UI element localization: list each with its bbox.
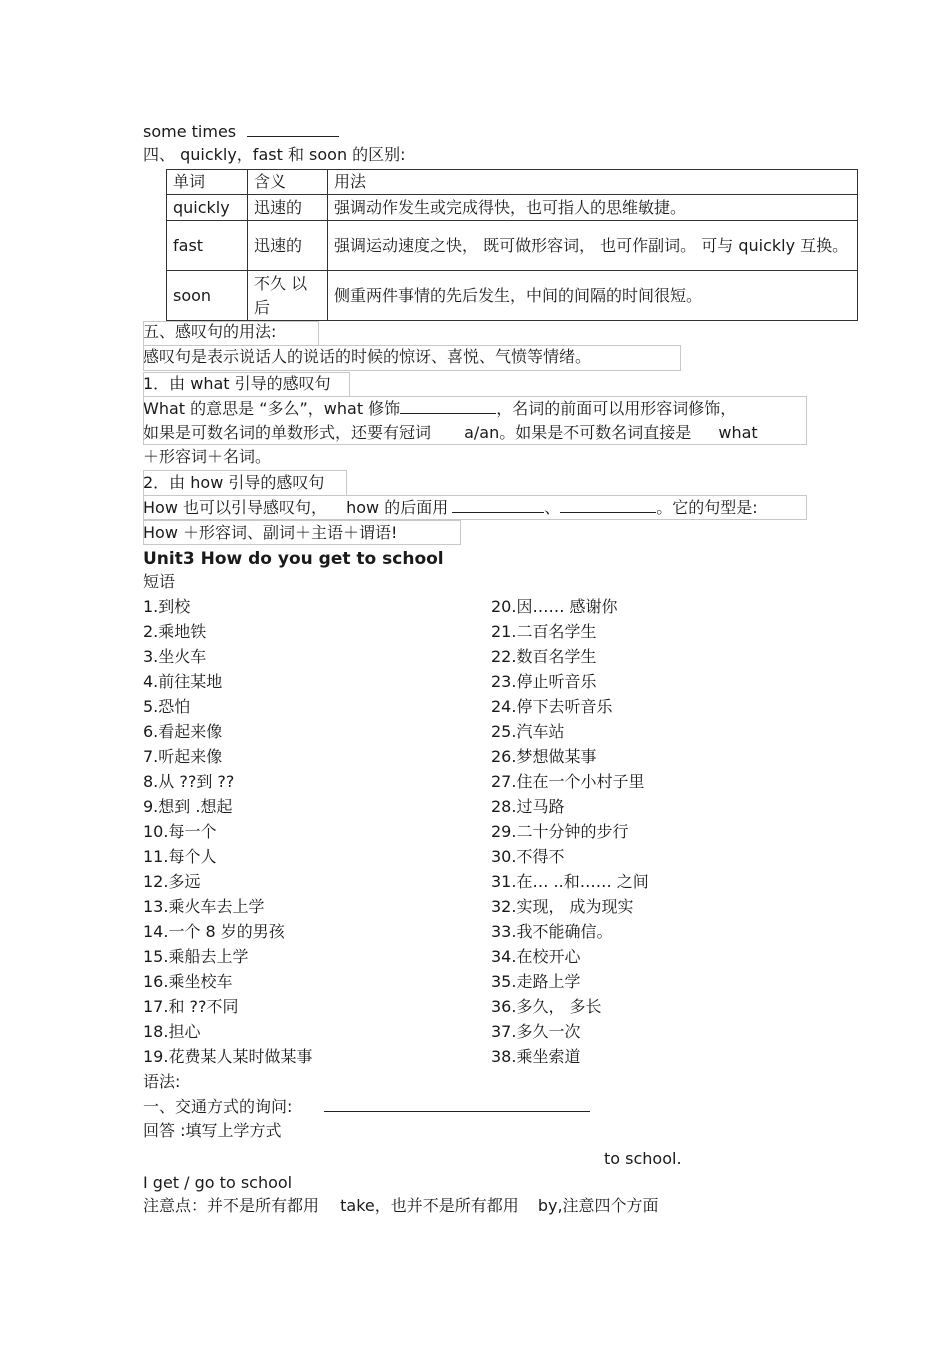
phrase-item: 6.看起来像: [143, 722, 223, 741]
text-frame: [143, 495, 807, 520]
text-frame: [143, 520, 461, 545]
table-cell: 强调动作发生或完成得快，也可指人的思维敏捷。: [328, 195, 858, 221]
table-cell: 迅速的: [248, 195, 328, 221]
phrase-item: 25.汽车站: [491, 722, 565, 741]
what-line2: [143, 423, 758, 443]
note-text: take，也并不是所有都用: [340, 1196, 519, 1215]
grammar-question-text: 一、交通方式的询问:: [143, 1097, 293, 1116]
phrase-item: 22.数百名学生: [491, 647, 597, 666]
text-frame: [143, 321, 319, 346]
phrase-item: 17.和 ??不同: [143, 997, 239, 1016]
section4-title: 四、 quickly，fast 和 soon 的区别:: [143, 145, 406, 164]
phrase-item: 14.一个 8 岁的男孩: [143, 922, 285, 941]
phrase-item: 11.每个人: [143, 847, 217, 866]
table-cell: fast: [167, 221, 248, 271]
phrase-item: 23.停止听音乐: [491, 672, 597, 691]
phrase-item: 8.从 ??到 ??: [143, 772, 235, 791]
phrase-item: 7.听起来像: [143, 747, 223, 766]
phrase-item: 36.多久， 多长: [491, 997, 602, 1016]
table-header-cell: 含义: [248, 170, 328, 195]
note-text: 注意点：并不是所有都用: [143, 1196, 320, 1215]
phrase-item: 33.我不能确信。: [491, 922, 613, 941]
usage-table: [166, 169, 858, 321]
how-line1-text: How 也可以引导感叹句，: [143, 498, 327, 517]
how-line1-sep: 、: [544, 498, 561, 517]
table-cell: 强调运动速度之快， 既可做形容词， 也可作副词。 可与 quickly 互换。: [328, 221, 858, 271]
phrase-item: 10.每一个: [143, 822, 217, 841]
text-frame: [143, 345, 681, 371]
table-header-cell: 用法: [328, 170, 858, 195]
phrase-item: 38.乘坐索道: [491, 1047, 581, 1066]
table-row: [167, 221, 858, 271]
phrase-item: 29.二十分钟的步行: [491, 822, 629, 841]
what-line2-mid: a/an。如果是不可数名词直接是: [464, 423, 692, 442]
phrase-item: 37.多久一次: [491, 1022, 581, 1041]
phrase-item: 24.停下去听音乐: [491, 697, 613, 716]
table-header-row: [167, 170, 858, 195]
phrase-item: 34.在校开心: [491, 947, 581, 966]
phrase-item: 30.不得不: [491, 847, 565, 866]
table-cell: 不久 以后: [248, 271, 328, 321]
phrase-item: 16.乘坐校车: [143, 972, 233, 991]
answer-blank[interactable]: [247, 122, 339, 137]
how-line1-mid: how 的后面用: [346, 498, 449, 517]
phrase-item: 3.坐火车: [143, 647, 207, 666]
answer-blank[interactable]: [324, 1097, 590, 1112]
phrase-item: 2.乘地铁: [143, 622, 207, 641]
phrase-item: 1.到校: [143, 597, 191, 616]
unit-title: Unit3 How do you get to school: [143, 549, 444, 569]
i-get-text: I get / go to school: [143, 1173, 293, 1192]
to-school-text: to school.: [604, 1149, 682, 1168]
how-line2: How ＋形容词、副词＋主语＋谓语!: [143, 523, 398, 542]
phrase-item: 35.走路上学: [491, 972, 581, 991]
phrase-item: 20.因…… 感谢你: [491, 597, 618, 616]
grammar-question: [143, 1097, 590, 1117]
grammar-label: 语法:: [143, 1072, 181, 1091]
section5-title: 五、感叹句的用法:: [143, 322, 277, 341]
how-line1-end: 。它的句型是:: [656, 498, 758, 517]
what-line2-text: 如果是可数名词的单数形式，还要有冠词: [143, 423, 432, 442]
phrase-item: 13.乘火车去上学: [143, 897, 265, 916]
what-title: 1．由 what 引导的感叹句: [143, 374, 331, 393]
phrase-item: 9.想到 .想起: [143, 797, 233, 816]
table-cell: soon: [167, 271, 248, 321]
top-line: [143, 122, 339, 142]
phrase-item: 15.乘船去上学: [143, 947, 249, 966]
table-cell: quickly: [167, 195, 248, 221]
text-frame: [143, 470, 347, 496]
phrase-item: 28.过马路: [491, 797, 565, 816]
phrase-item: 31.在… ..和…… 之间: [491, 872, 649, 891]
phrase-item: 19.花费某人某时做某事: [143, 1047, 313, 1066]
table-header-cell: 单词: [167, 170, 248, 195]
how-title: 2．由 how 引导的感叹句: [143, 473, 325, 492]
grammar-answer: 回答 :填写上学方式: [143, 1121, 282, 1140]
table-row: [167, 271, 858, 321]
phrases-label: 短语: [143, 572, 176, 591]
phrase-item: 12.多远: [143, 872, 201, 891]
table-cell: 侧重两件事情的先后发生，中间的间隔的时间很短。: [328, 271, 858, 321]
note-text: by,注意四个方面: [537, 1196, 659, 1215]
what-line1-text: What 的意思是 “多么”，what 修饰: [143, 399, 401, 418]
table-cell: 迅速的: [248, 221, 328, 271]
exclaim-definition: 感叹句是表示说话人的说话的时候的惊讶、喜悦、气愤等情绪。: [143, 347, 592, 366]
phrase-item: 21.二百名学生: [491, 622, 597, 641]
phrase-item: 26.梦想做某事: [491, 747, 597, 766]
phrase-item: 5.恐怕: [143, 697, 191, 716]
note-line: [143, 1196, 659, 1216]
phrase-item: 27.住在一个小村子里: [491, 772, 645, 791]
table-row: [167, 195, 858, 221]
top-line-text: some times: [143, 122, 237, 141]
phrase-item: 18.担心: [143, 1022, 201, 1041]
what-line1-tail: ，名词的前面可以用形容词修饰，: [496, 399, 737, 418]
phrase-item: 4.前往某地: [143, 672, 223, 691]
text-frame: [143, 372, 350, 397]
what-line2-end: what: [718, 423, 758, 442]
phrase-item: 32.实现， 成为现实: [491, 897, 634, 916]
what-line3: ＋形容词＋名词。: [143, 447, 272, 466]
